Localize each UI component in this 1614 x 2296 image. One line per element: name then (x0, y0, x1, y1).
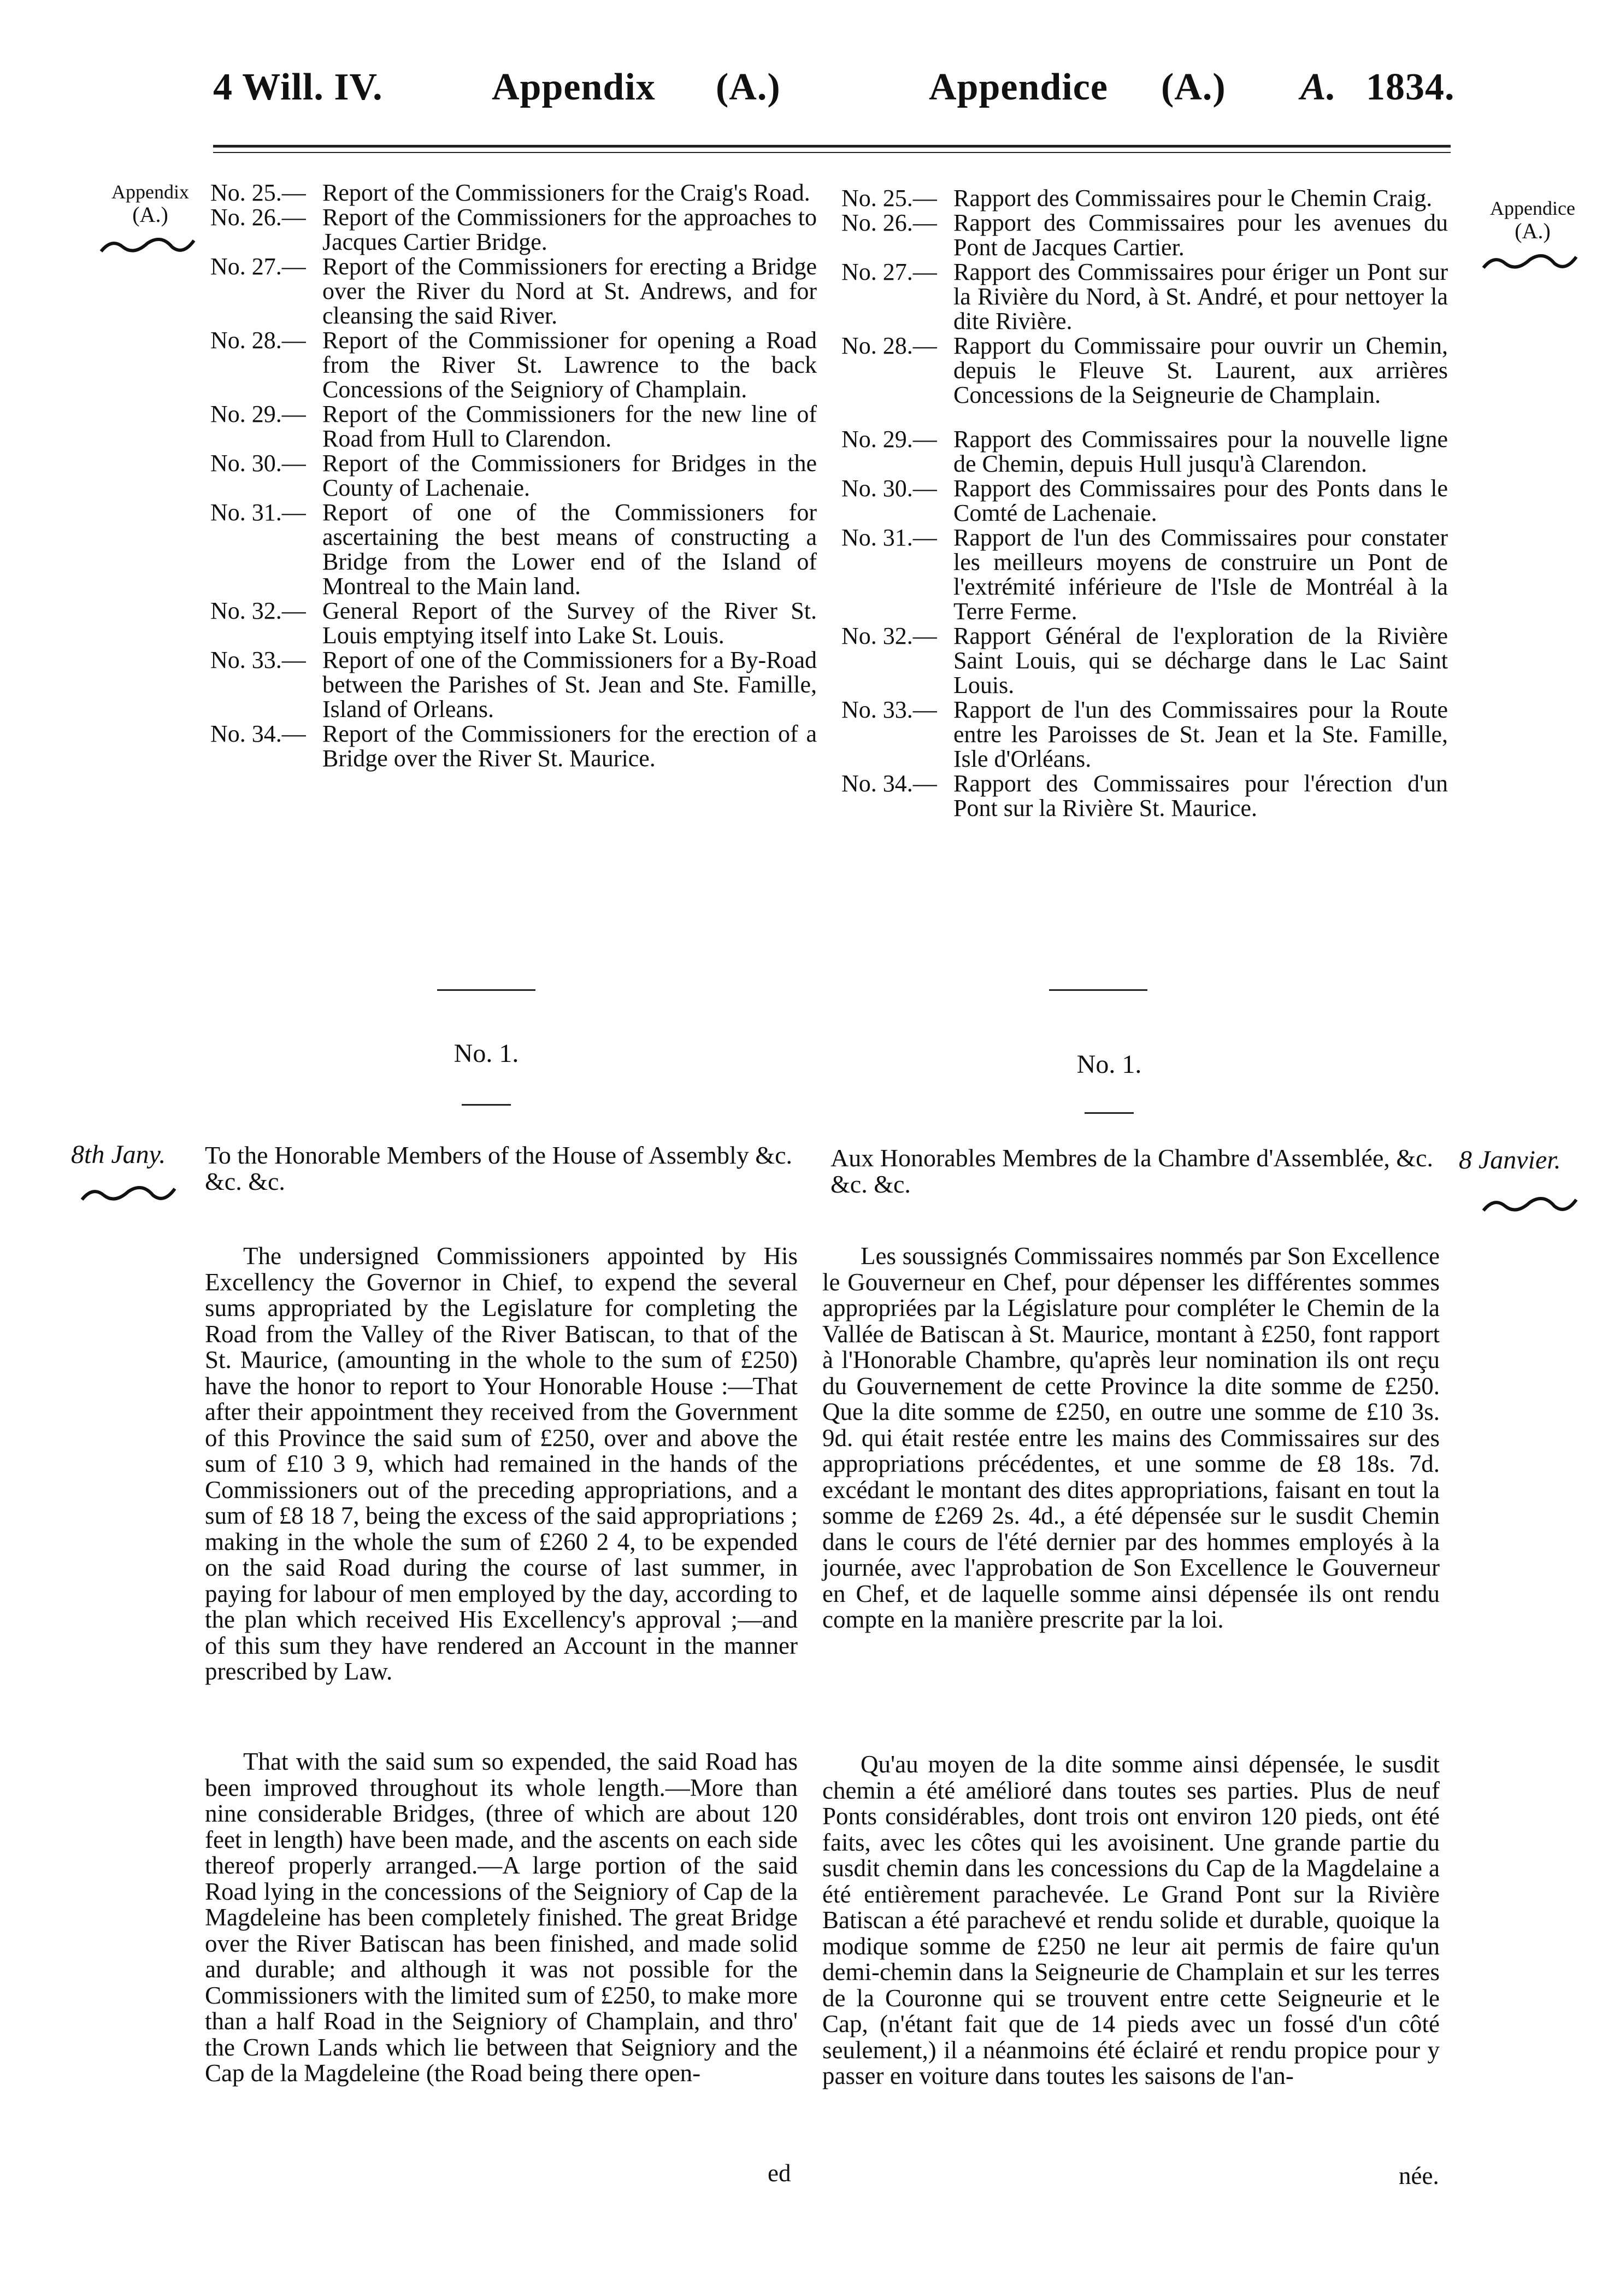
toc-item (210, 648, 817, 721)
toc-item (210, 328, 817, 402)
toc-item-number: No. 33.— (210, 647, 306, 673)
margin-appendice-right (1472, 197, 1593, 243)
margin-appendix-left-code: (A.) (132, 202, 168, 227)
toc-item-text: Rapport du Commissaire pour ouvrir un Chemin, depuis le Fleuve St. Laurent, aux arrières Concessions de la Seigneurie de Champlain. (953, 332, 1448, 408)
toc-item-number: No. 30.— (841, 475, 937, 502)
toc-item (210, 721, 817, 771)
toc-item-number: No. 28.— (841, 332, 937, 359)
body-english-paragraph-1: The undersigned Commissioners appointed by His Excellency the Governor in Chief, to expend the several sums appropriated by the Legislature for completing the Road from the Valley of the River Batiscan, to that of the St. Maurice, (amounting in the whole to the sum of £250) have the honor to report to Your Honorable House :—That after their appointment they received from the Government of this Province the said sum of £250, over and above the sum of £10 3 9, which had remained in the hands of the Commissioners out of the preceding appropriations, and a sum of £8 18 7, being the excess of the said appropriations ; making in the whole the sum of £260 2 4, to be expended on the said Road during the course of last summer, in paying for labour of men employed by the day, according to the plan which received His Excellency's approval ;—and of this sum they have rendered an Account in the manner prescribed by Law. (205, 1242, 798, 1685)
address-english: To the Honorable Members of the House of Assembly &c. &c. &c. (205, 1141, 793, 1195)
body-english-paragraph-2: That with the said sum so expended, the said Road has been improved throughout its whole length.—More than nine considerable Bridges, (three of which are about 120 feet in length) have been made, and the ascents on each side thereof properly arranged.—A large portion of the said Road lying in the concessions of the Seigniory of Cap de la Magdeleine has been completely finished. The great Bridge over the River Batiscan has been finished, and made solid and durable; and although it was not possible for the Commissioners with the limited sum of £250, to make more than a half Road in the Seigniory of Champlain, and thro' the Crown Lands which lie between that Seigniory and the Cap de la Magdeleine (the Road being there open- (205, 1748, 798, 2087)
toc-item-text: Rapport des Commissaires pour le Chemin Craig. (953, 185, 1433, 212)
margin-appendix-left-label: Appendix (111, 181, 189, 203)
toc-item (841, 427, 1448, 476)
toc-item-text: General Report of the Survey of the River St. Louis emptying itself into Lake St. Louis. (322, 597, 817, 649)
toc-item-number: No. 25.— (841, 185, 937, 212)
toc-item (841, 476, 1448, 525)
flourish-ornament-icon (98, 235, 197, 257)
address-french: Aux Honorables Membres de la Chambre d'Assemblée, &c. &c. &c. (830, 1144, 1434, 1198)
flourish-ornament-icon (1481, 251, 1579, 273)
toc-item-number: No. 32.— (210, 597, 306, 624)
toc-item-number: No. 26.— (841, 209, 937, 236)
toc-item (210, 180, 817, 205)
toc-item (210, 402, 817, 451)
header-appendice-title: Appendice (929, 66, 1108, 108)
toc-item-text: Rapport Général de l'exploration de la Rivière Saint Louis, qui se décharge dans le Lac Saint Louis. (953, 623, 1448, 698)
toc-item (210, 500, 817, 598)
toc-item-text: Report of the Commissioners for the Craig's Road. (322, 179, 810, 206)
toc-item-number: No. 29.— (210, 401, 306, 427)
flourish-ornament-icon (74, 1183, 183, 1205)
header-rule-thin (213, 152, 1451, 153)
body-french-paragraph-1: Les soussignés Commissaires nommés par Son Excellence le Gouverneur en Chef, pour dépenser les différentes sommes appropriées par la Législature pour compléter le Chemin de la Vallée de Batiscan à St. Maurice, montant à £250, font rapport à l'Honorable Chambre, qu'après leur nomination ils ont reçu du Gouvernement de cette Province la dite somme de £250. Que la dite somme de £250, en outre une somme de £10 3s. 9d. qui était restée entre les mains des Commissaires sur des appropriations précédentes, et une somme de £8 18s. 7d. excédant le montant des dites appropriations, faisant en tout la somme de £269 2s. 4d., a été dépensée sur le susdit Chemin dans le cours de l'été dernier par des hommes employés à la journée, avec l'approbation de Son Excellence le Gouverneur en Chef, et de laquelle somme ainsi dépensée ils ont rendu compte en la manière prescrite par la loi. (822, 1242, 1440, 1633)
toc-item-number: No. 34.— (841, 770, 937, 797)
toc-item (210, 205, 817, 254)
section-number-english: No. 1. (453, 1039, 519, 1068)
toc-item-number: No. 26.— (210, 204, 306, 231)
flourish-ornament-icon (1475, 1194, 1584, 1216)
toc-item (841, 333, 1448, 407)
toc-item-text: Rapport des Commissaires pour les avenues du Pont de Jacques Cartier. (953, 209, 1448, 261)
toc-item-text: Rapport des Commissaires pour ériger un Pont sur la Rivière du Nord, à St. André, et pour nettoyer la dite Rivière. (953, 259, 1448, 334)
toc-item-number: No. 25.— (210, 179, 306, 206)
toc-item-number: No. 27.— (210, 253, 306, 280)
toc-item-text: Report of the Commissioners for the approaches to Jacques Cartier Bridge. (322, 204, 817, 255)
toc-english (210, 180, 817, 771)
header-rule-thick (213, 145, 1451, 148)
toc-item-number: No. 27.— (841, 259, 937, 285)
toc-item-number: No. 30.— (210, 450, 306, 477)
toc-item-number: No. 29.— (841, 426, 937, 453)
toc-item (841, 771, 1448, 820)
toc-item-text: Rapport des Commissaires pour l'érection d'un Pont sur la Rivière St. Maurice. (953, 770, 1448, 821)
toc-item (210, 451, 817, 500)
toc-item-text: Report of the Commissioners for erecting a Bridge over the River du Nord at St. Andrews, and for cleansing the said River. (322, 253, 817, 329)
margin-appendice-right-label: Appendice (1490, 197, 1575, 219)
toc-item (841, 260, 1448, 333)
section-number-french: No. 1. (1076, 1050, 1142, 1079)
body-french-end: née. (1399, 2162, 1439, 2189)
toc-item-number: No. 28.— (210, 327, 306, 354)
toc-item-number: No. 32.— (841, 623, 937, 649)
margin-appendice-right-code: (A.) (1515, 219, 1551, 243)
header-letter: A. (1300, 66, 1337, 108)
section-underline-left (462, 1104, 511, 1106)
section-underline-right (1085, 1112, 1134, 1114)
header-year-left: 4 Will. IV. (213, 66, 383, 108)
toc-item (841, 525, 1448, 624)
date-french: 8 Janvier. (1459, 1146, 1561, 1175)
toc-item-number: No. 33.— (841, 696, 937, 723)
toc-item-text: Rapport des Commissaires pour la nouvelle ligne de Chemin, depuis Hull jusqu'à Clarendon. (953, 426, 1448, 477)
toc-item (210, 598, 817, 648)
header-appendice-code: (A.) (1161, 66, 1226, 108)
toc-item-text: Report of the Commissioners for Bridges in the County of Lachenaie. (322, 450, 817, 501)
body-english-end: ed (768, 2159, 791, 2187)
toc-item-text: Report of the Commissioner for opening a Road from the River St. Lawrence to the back Concessions of the Seigniory of Champlain. (322, 327, 817, 403)
toc-separator-right (1049, 989, 1147, 991)
toc-item (841, 186, 1448, 210)
date-english: 8th Jany. (71, 1140, 166, 1169)
toc-item-number: No. 34.— (210, 720, 306, 747)
toc-item-number: No. 31.— (841, 524, 937, 551)
toc-item-text: Report of the Commissioners for the new line of Road from Hull to Clarendon. (322, 401, 817, 452)
toc-item-text: Rapport des Commissaires pour des Ponts dans le Comté de Lachenaie. (953, 475, 1448, 526)
toc-item-text: Report of one of the Commissioners for ascertaining the best means of constructing a Bridge from the Lower end of the Island of Montreal to the Main land. (322, 499, 817, 600)
toc-item-text: Rapport de l'un des Commissaires pour constater les meilleurs moyens de construire un Pont de l'extrémité inférieure de l'Isle de Montréal à la Terre Ferme. (953, 524, 1448, 625)
toc-item (841, 210, 1448, 260)
toc-separator-left (437, 989, 535, 991)
toc-item-text: Report of one of the Commissioners for a By-Road between the Parishes of St. Jean and Ste. Famille, Island of Orleans. (322, 647, 817, 723)
header-year-right: 1834. (1366, 66, 1455, 108)
toc-item-number: No. 31.— (210, 499, 306, 526)
toc-item (841, 697, 1448, 771)
toc-item-text: Report of the Commissioners for the erection of a Bridge over the River St. Maurice. (322, 720, 817, 772)
toc-french (841, 186, 1448, 820)
body-french-paragraph-2: Qu'au moyen de la dite somme ainsi dépensée, le susdit chemin a été amélioré dans toutes ses parties. Plus de neuf Ponts considérables, dont trois ont environ 120 pieds, ont été faits, avec les côtes qui les avoisinent. Une grande partie du susdit chemin dans les concessions du Cap de la Magdelaine a été entièrement parachevée. Le Grand Pont sur la Rivière Batiscan a été parachevé et rendu solide et durable, quoique la modique somme de £250 ne leur ait permis de faire qu'un demi-chemin dans la Seigneurie de Champlain et sur les terres de la Couronne qui se trouvent entre cette Seigneurie et le Cap, (n'étant fait que de 14 pieds avec un fossé d'un côté seulement,) il a néanmoins été éclairé et rendu propice pour y passer en voiture dans toutes les saisons de l'an- (822, 1751, 1440, 2089)
toc-item-text: Rapport de l'un des Commissaires pour la Route entre les Paroisses de St. Jean et la Ste. Famille, Isle d'Orléans. (953, 696, 1448, 772)
toc-item (210, 254, 817, 328)
margin-appendix-left (93, 180, 208, 226)
header-appendix-title: Appendix (492, 66, 656, 108)
toc-item (841, 624, 1448, 697)
header-appendix-code: (A.) (716, 66, 781, 108)
